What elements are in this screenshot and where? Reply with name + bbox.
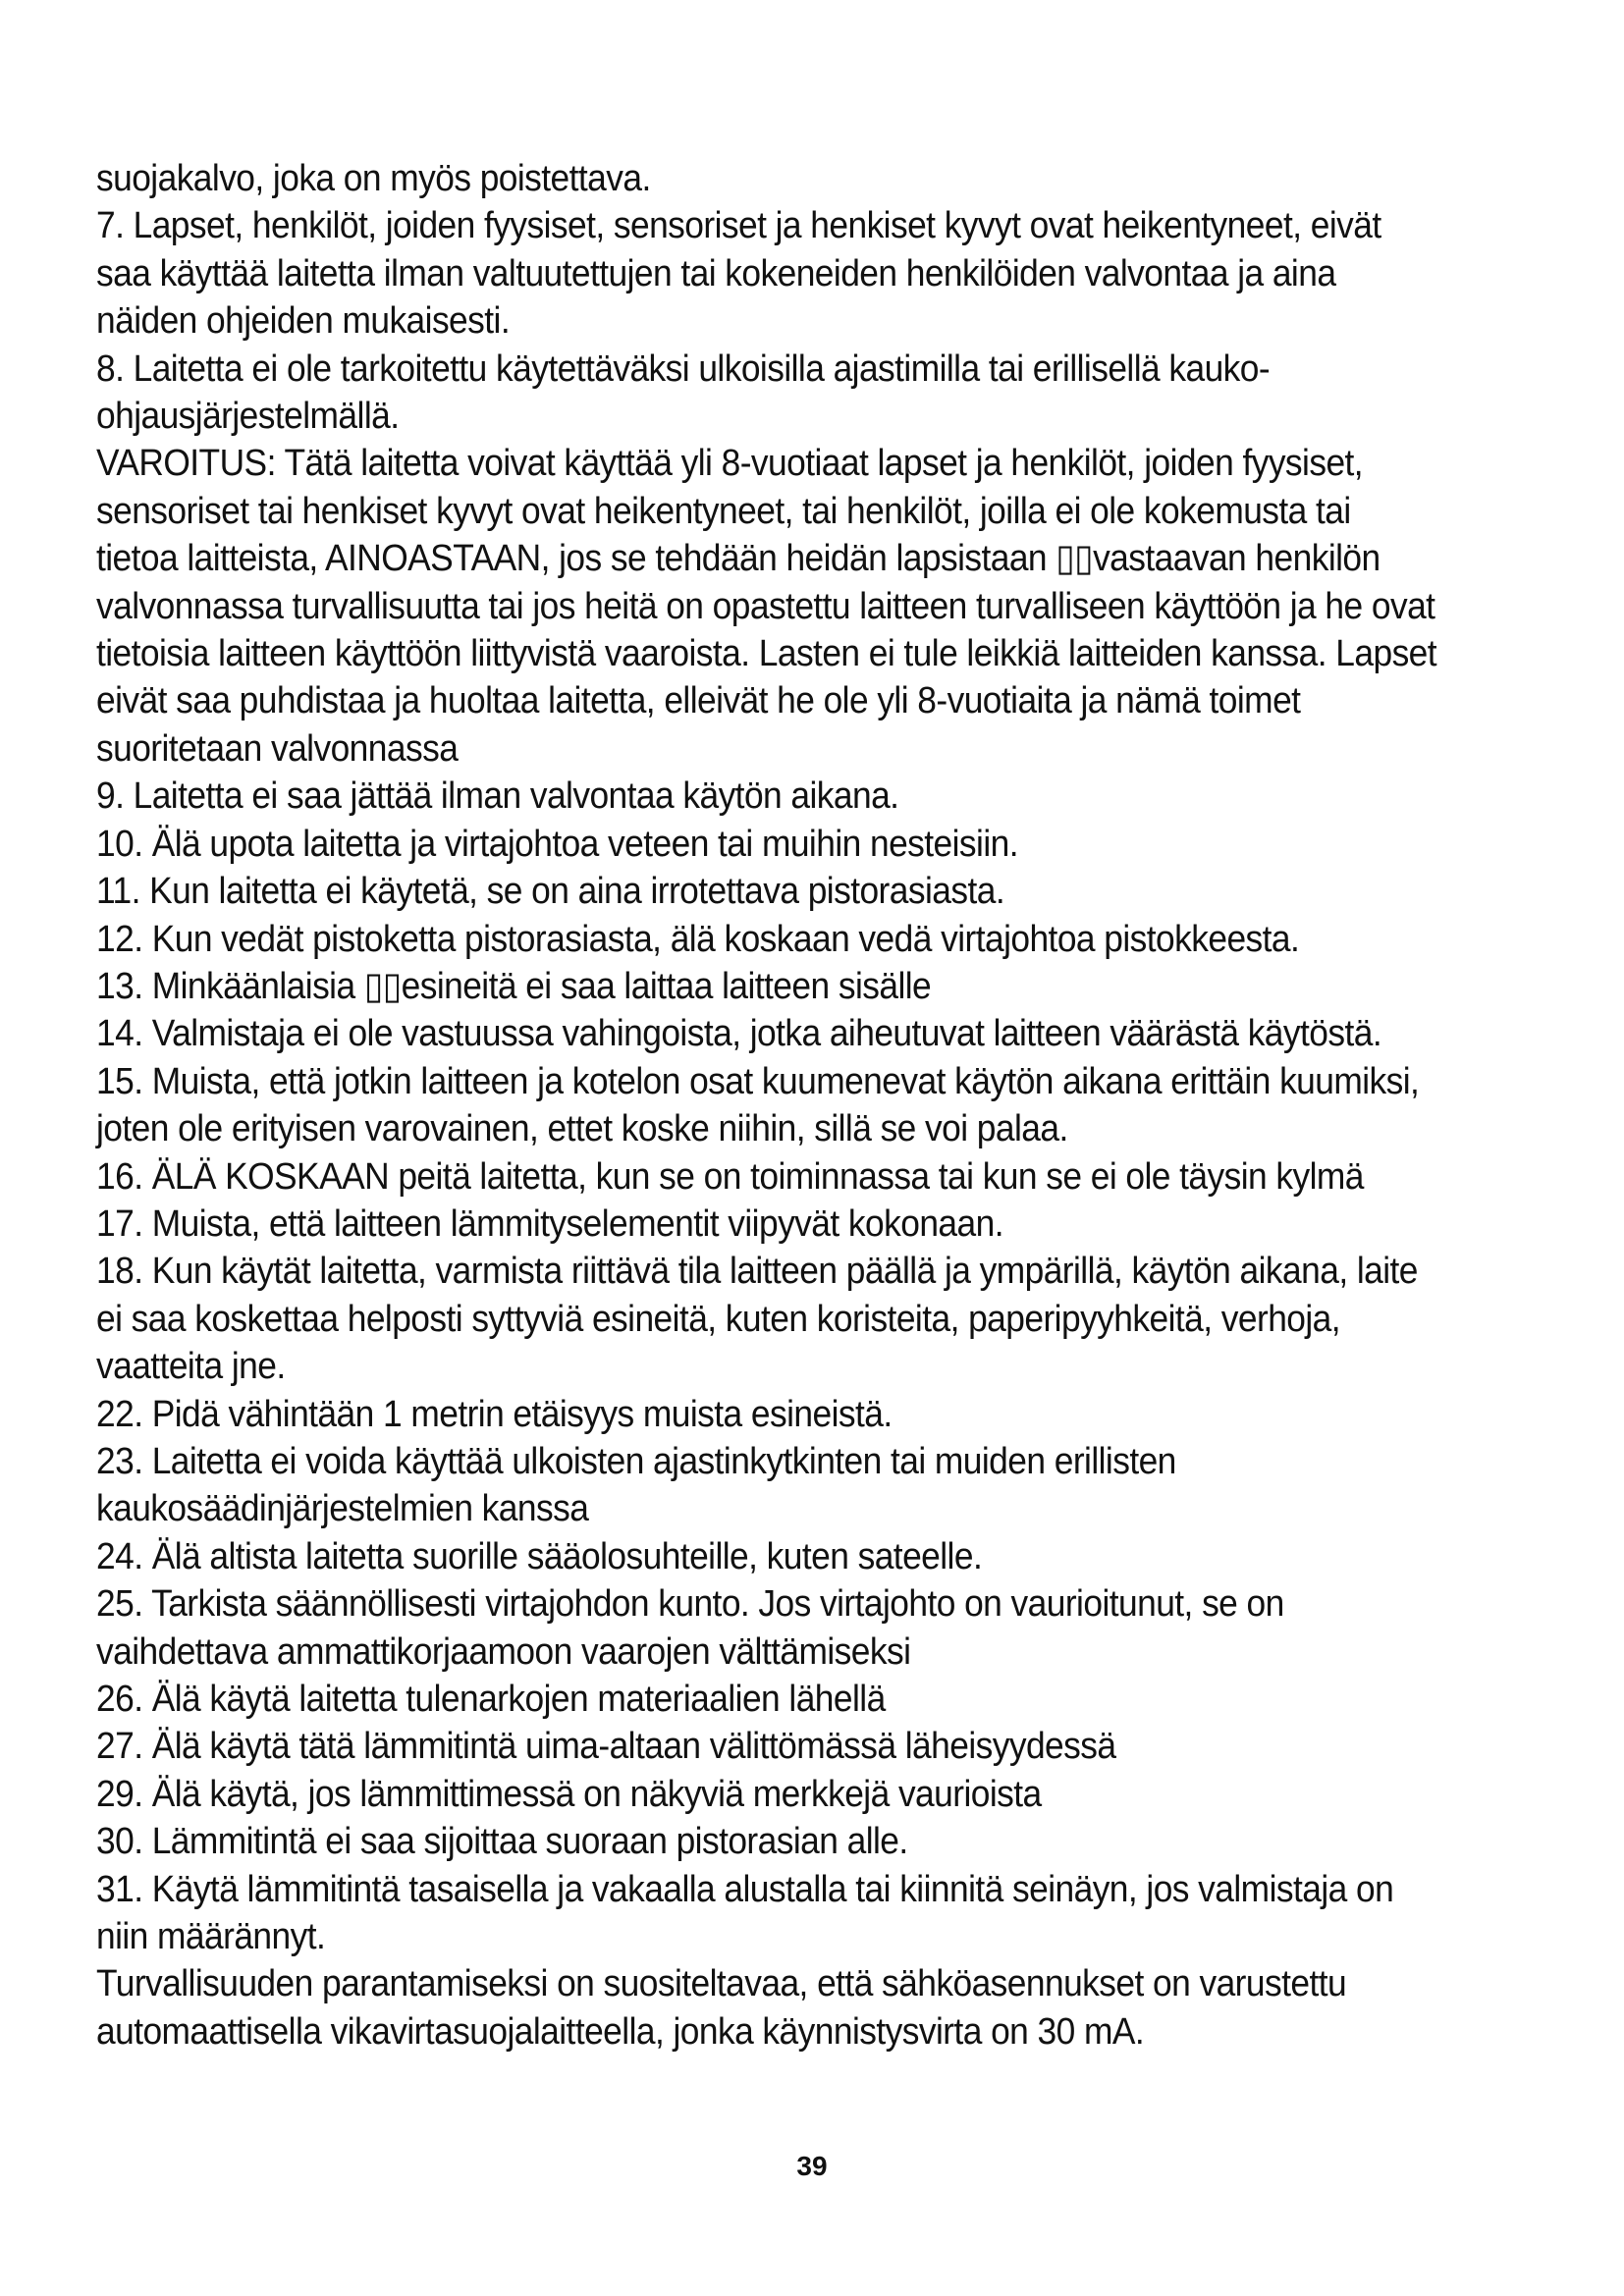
text-line: 31. Käytä lämmitintä tasaisella ja vakaalla alustalla tai kiinnitä seinäyn, jos valmistaja on bbox=[96, 1868, 1394, 1910]
text-line: sensoriset tai henkiset kyvyt ovat heikentyneet, tai henkilöt, joilla ei ole kokemusta tai bbox=[96, 490, 1351, 532]
text-line: Turvallisuuden parantamiseksi on suositeltavaa, että sähköasennukset on varustettu bbox=[96, 1963, 1347, 2005]
text-line: saa käyttää laitetta ilman valtuutettujen tai kokeneiden henkilöiden valvontaa ja aina bbox=[96, 252, 1336, 294]
text-line: 26. Älä käytä laitetta tulenarkojen materiaalien lähellä bbox=[96, 1679, 886, 1720]
text-line: 24. Älä altista laitetta suorille sääolosuhteille, kuten sateelle. bbox=[96, 1535, 983, 1577]
text-line: 14. Valmistaja ei ole vastuussa vahingoista, jotka aiheutuvat laitteen väärästä käytöstä. bbox=[96, 1013, 1382, 1055]
text-line: ei saa koskettaa helposti syttyviä esineitä, kuten koristeita, paperipyyhkeitä, verhoja, bbox=[96, 1298, 1341, 1340]
text-line: 11. Kun laitetta ei käytetä, se on aina irrotettava pistorasiasta. bbox=[96, 871, 1005, 913]
text-line: 27. Älä käytä tätä lämmitintä uima-altaan välittömässä läheisyydessä bbox=[96, 1726, 1116, 1768]
text-line: automaattisella vikavirtasuojalaitteella, jonka käynnistysvirta on 30 mA. bbox=[96, 2010, 1145, 2053]
text-line: vaihdettava ammattikorjaamoon vaarojen välttämiseksi bbox=[96, 1630, 911, 1673]
text-line: 25. Tarkista säännöllisesti virtajohdon kunto. Jos virtajohto on vaurioitunut, se on bbox=[96, 1583, 1284, 1626]
text-line: 23. Laitetta ei voida käyttää ulkoisten ajastinkytkinten tai muiden erillisten bbox=[96, 1440, 1176, 1482]
text-line: niin määrännyt. bbox=[96, 1916, 326, 1958]
text-line: 10. Älä upota laitetta ja virtajohtoa veteen tai muihin nesteisiin. bbox=[96, 823, 1018, 865]
text-line: 17. Muista, että laitteen lämmityselementit viipyvät kokonaan. bbox=[96, 1202, 1003, 1245]
text-line: tietoa laitteista, AINOASTAAN, jos se tehdään heidän lapsistaan ▯▯vastaavan henkilön bbox=[96, 538, 1380, 580]
page-number: 39 bbox=[796, 2151, 828, 2181]
document-body bbox=[96, 155, 1559, 2056]
text-line: 15. Muista, että jotkin laitteen ja kotelon osat kuumenevat käytön aikana erittäin kuumiksi, bbox=[96, 1060, 1420, 1102]
text-line: 7. Lapset, henkilöt, joiden fyysiset, sensoriset ja henkiset kyvyt ovat heikentyneet, eivät bbox=[96, 205, 1381, 247]
text-line: VAROITUS: Tätä laitetta voivat käyttää yli 8-vuotiaat lapset ja henkilöt, joiden fyysiset, bbox=[96, 443, 1364, 485]
text-line: kaukosäädinjärjestelmien kanssa bbox=[96, 1488, 589, 1530]
text-line: joten ole erityisen varovainen, ettet koske niihin, sillä se voi palaa. bbox=[96, 1108, 1068, 1150]
text-line: 18. Kun käytät laitetta, varmista riittävä tila laitteen päällä ja ympärillä, käytön aikana, laite bbox=[96, 1251, 1418, 1293]
text-line: vaatteita jne. bbox=[96, 1346, 286, 1388]
text-line: näiden ohjeiden mukaisesti. bbox=[96, 300, 511, 343]
text-line: 16. ÄLÄ KOSKAAN peitä laitetta, kun se on toiminnassa tai kun se ei ole täysin kylmä bbox=[96, 1155, 1364, 1198]
text-line: suoritetaan valvonnassa bbox=[96, 727, 459, 770]
text-line: 22. Pidä vähintään 1 metrin etäisyys muista esineistä. bbox=[96, 1393, 893, 1435]
text-line: valvonnassa turvallisuutta tai jos heitä on opastettu laitteen turvalliseen käyttöön ja he ovat bbox=[96, 585, 1435, 627]
text-line: 13. Minkäänlaisia ▯▯esineitä ei saa laittaa laitteen sisälle bbox=[96, 965, 932, 1007]
text-line: 30. Lämmitintä ei saa sijoittaa suoraan pistorasian alle. bbox=[96, 1821, 908, 1863]
text-line: ohjausjärjestelmällä. bbox=[96, 396, 400, 438]
text-line: suojakalvo, joka on myös poistettava. bbox=[96, 158, 651, 199]
text-line: 12. Kun vedät pistoketta pistorasiasta, älä koskaan vedä virtajohtoa pistokkeesta. bbox=[96, 918, 1300, 960]
text-line: tietoisia laitteen käyttöön liittyvistä vaaroista. Lasten ei tule leikkiä laitteiden kanssa. Lapset bbox=[96, 633, 1437, 675]
text-line: 9. Laitetta ei saa jättää ilman valvontaa käytön aikana. bbox=[96, 775, 899, 818]
text-line: eivät saa puhdistaa ja huoltaa laitetta, elleivät he ole yli 8-vuotiaita ja nämä toimet bbox=[96, 680, 1301, 722]
text-line: 8. Laitetta ei ole tarkoitettu käytettäväksi ulkoisilla ajastimilla tai erillisellä kauko- bbox=[96, 347, 1271, 390]
text-line: 29. Älä käytä, jos lämmittimessä on näkyviä merkkejä vaurioista bbox=[96, 1773, 1042, 1815]
